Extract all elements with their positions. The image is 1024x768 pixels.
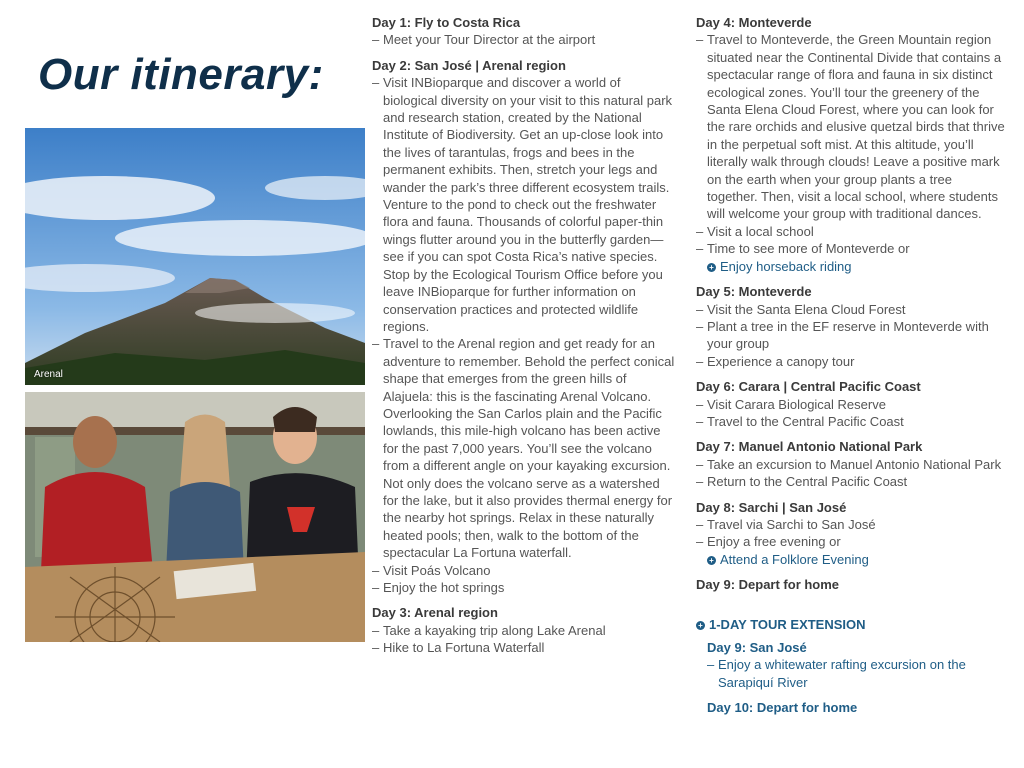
list-item: – Meet your Tour Director at the airport bbox=[372, 32, 596, 48]
day-4-title: Day 4: Monteverde bbox=[696, 15, 812, 30]
volcano-illustration bbox=[25, 128, 365, 385]
extension-day-10-title: Day 10: Depart for home bbox=[707, 700, 858, 716]
optional-activity: + Enjoy horseback riding bbox=[696, 258, 1006, 275]
arenal-volcano-photo bbox=[25, 128, 365, 385]
list-item: – Enjoy a whitewater rafting excursion on the Sarapiquí River bbox=[707, 657, 966, 690]
travelers-illustration bbox=[25, 392, 365, 642]
tour-extension-heading: + 1-DAY TOUR EXTENSION bbox=[696, 616, 1006, 633]
day-9-section bbox=[696, 576, 1006, 593]
day-8-section bbox=[696, 499, 1006, 569]
day-7-section bbox=[696, 438, 1006, 490]
optional-activity: + Attend a Folklore Evening bbox=[696, 551, 1006, 568]
list-item: – Visit Carara Biological Reserve bbox=[696, 396, 886, 412]
day-7-title: Day 7: Manuel Antonio National Park bbox=[696, 439, 923, 455]
list-item: – Visit INBioparque and discover a world of biological diversity on your visit to this natural park and research station, created by the National Institute of Biodiversity. Get an up-close look into the lives of tarantulas, frogs and bees in the permanent exhibits. Then, stretch your legs and wander the park’s three different ecosystem trails. Venture to the pond to check out the freshwater flora and fauna. Thousands of colorful paper-thin wings flutter around you in the butterfly garden—see if you can spot Costa Rica’s native species. Stop by the Ecological Tourism Office before you leave INBioparque for further information on conservation practices and protected wildlife regions. bbox=[372, 75, 673, 334]
list-item: – Enjoy a free evening or bbox=[696, 534, 841, 550]
list-item: – Visit Poás Volcano bbox=[372, 562, 491, 578]
itinerary-column-2 bbox=[696, 14, 1006, 725]
tour-extension-section bbox=[696, 639, 1006, 717]
day-9-title: Day 9: Depart for home bbox=[696, 577, 840, 593]
list-item: – Travel via Sarchi to San José bbox=[696, 516, 876, 532]
day-8-title: Day 8: Sarchi | San José bbox=[696, 499, 847, 515]
day-3-title: Day 3: Arenal region bbox=[372, 605, 498, 621]
extension-day-9-section bbox=[707, 639, 1006, 691]
day-5-section bbox=[696, 283, 1006, 370]
list-item: – Travel to Monteverde, the Green Mountain region situated near the Continental Divide that contains a spectacular range of flora and fauna in six distinct ecological zones. You’ll tour the greenery of the Santa Elena Cloud Forest, where you can look for the rare orchids and elusive quetzal birds that thrive in the perpetual soft mist. At this altitude, you’ll literally walk through clouds! Leave a positive mark on the earth when your group plants a tree together. Then, visit a local school, where students will welcome your group with traditional dances. bbox=[696, 32, 1005, 222]
list-item: – Experience a canopy tour bbox=[696, 353, 855, 369]
list-item: – Visit the Santa Elena Cloud Forest bbox=[696, 301, 906, 317]
list-item: – Take a kayaking trip along Lake Arenal bbox=[372, 622, 606, 638]
day-2-section bbox=[372, 57, 677, 597]
day-2-title: Day 2: San José | Arenal region bbox=[372, 57, 566, 73]
day-6-section bbox=[696, 378, 1006, 430]
plus-circle-icon: + bbox=[707, 263, 716, 272]
day-6-title: Day 6: Carara | Central Pacific Coast bbox=[696, 379, 921, 395]
list-item: – Enjoy the hot springs bbox=[372, 580, 505, 595]
photo-caption: Arenal bbox=[34, 369, 63, 380]
plus-circle-icon: + bbox=[696, 621, 705, 630]
extension-day-9-title: Day 9: San José bbox=[707, 640, 807, 655]
list-item: – Take an excursion to Manuel Antonio National Park bbox=[696, 456, 1002, 472]
itinerary-column-1 bbox=[372, 14, 677, 665]
list-item: – Travel to the Central Pacific Coast bbox=[696, 413, 904, 429]
list-item: – Return to the Central Pacific Coast bbox=[696, 474, 908, 490]
day-3-section bbox=[372, 604, 677, 656]
list-item: – Travel to the Arenal region and get ready for an adventure to remember. Behold the perfect conical shape that emerges from the green hills of Alajuela: this is the fascinating Arenal Volcano. Overlooking the San Carlos plain and the Pacific lowlands, this mile-high volcano has been active for the past 7,000 years. You’ll see the volcano from a different angle on your kayaking excursion. Not only does the volcano serve as a watershed for the lake, but it also provides thermal energy for the nearby hot springs. Relax in these naturally heated pools; then, walk to the bottom of the spectacular La Fortuna waterfall. bbox=[372, 336, 675, 561]
day-1-title: Day 1: Fly to Costa Rica bbox=[372, 15, 521, 30]
page-title: Our itinerary: bbox=[38, 50, 324, 99]
day-1-section bbox=[372, 14, 677, 49]
list-item: – Visit a local school bbox=[696, 223, 814, 239]
day-5-title: Day 5: Monteverde bbox=[696, 284, 812, 300]
extension-day-10-section bbox=[707, 699, 1006, 716]
travelers-photo bbox=[25, 392, 365, 642]
list-item: – Hike to La Fortuna Waterfall bbox=[372, 640, 545, 656]
plus-circle-icon: + bbox=[707, 556, 716, 565]
day-4-section bbox=[696, 14, 1006, 275]
list-item: – Time to see more of Monteverde or bbox=[696, 241, 910, 257]
list-item: – Plant a tree in the EF reserve in Monteverde with your group bbox=[696, 318, 989, 352]
